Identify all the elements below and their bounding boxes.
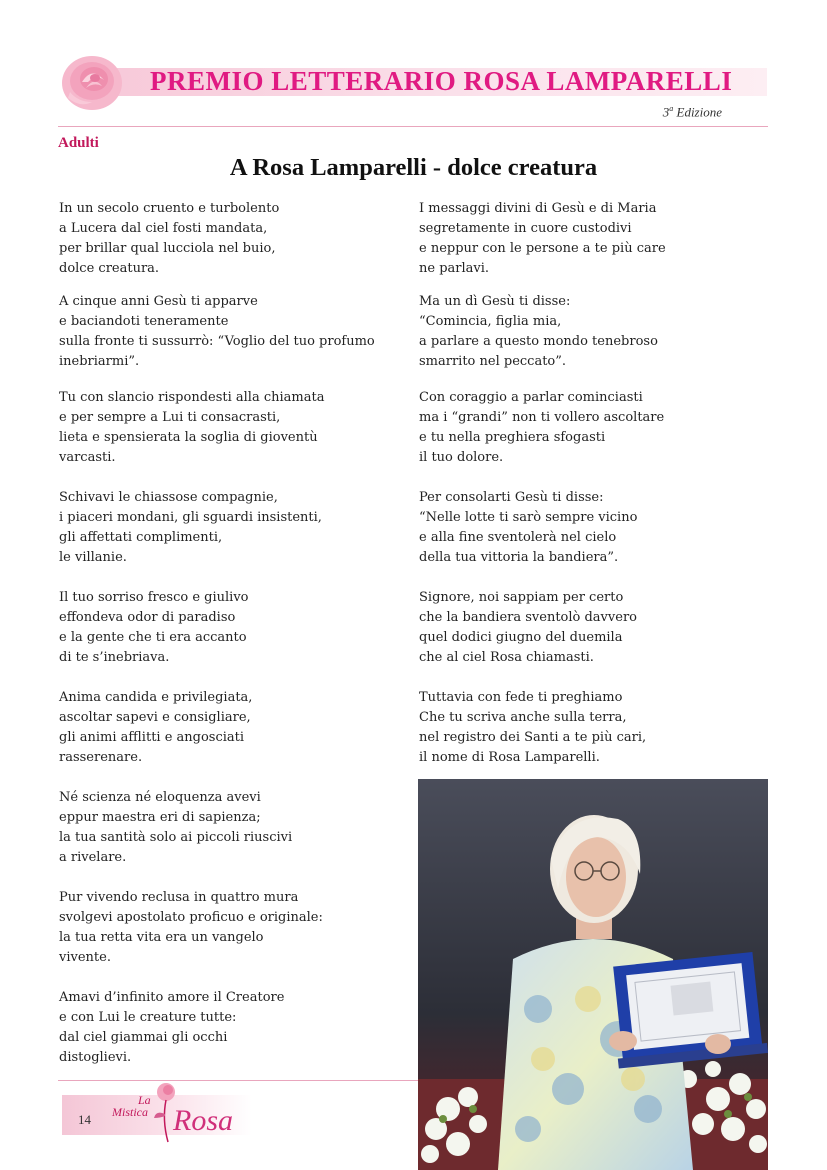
poem-line: a parlare a questo mondo tenebroso — [419, 334, 658, 349]
poem-line: effondeva odor di paradiso — [59, 610, 236, 625]
poem-line: “Nelle lotte ti sarò sempre vicino — [419, 510, 638, 525]
poem-line: a Lucera dal ciel fosti mandata, — [59, 221, 268, 236]
poem-line: ma i “grandi” non ti vollero ascoltare — [419, 410, 665, 425]
footer-logo-line1: La — [138, 1093, 151, 1107]
poem-line: e alla fine sventolerà nel cielo — [419, 530, 617, 545]
poem-line: vivente. — [59, 950, 111, 965]
poem-line: varcasti. — [59, 450, 116, 465]
poem-line: ascoltar sapevi e consigliare, — [59, 710, 251, 725]
footer-logo-line2: Mistica — [112, 1105, 148, 1119]
poem-line: Che tu scriva anche sulla terra, — [419, 710, 627, 725]
stanza — [59, 588, 249, 668]
poem-line: gli animi afflitti e angosciati — [59, 730, 245, 745]
poem-line: Signore, noi sappiam per certo — [419, 590, 624, 605]
poem-line: il nome di Rosa Lamparelli. — [419, 750, 600, 765]
poem-line: lieta e spensierata la soglia di gioventù — [59, 430, 318, 445]
poem-line: segretamente in cuore custodivi — [419, 221, 632, 236]
photo-illustration — [418, 779, 768, 1170]
poem-line: che al ciel Rosa chiamasti. — [419, 650, 594, 665]
stanza — [59, 788, 292, 868]
poem-line: inebriarmi”. — [59, 354, 140, 369]
poem-line: sulla fronte ti sussurrò: “Voglio del tuo profumo — [59, 334, 375, 349]
poem-line: Tuttavia con fede ti preghiamo — [419, 690, 623, 705]
poem-title: A Rosa Lamparelli - dolce creatura — [229, 154, 598, 181]
edition-suffix: a — [669, 104, 674, 113]
poem-line: Amavi d’infinito amore il Creatore — [59, 990, 285, 1005]
edition-text: Edizione — [676, 104, 722, 120]
poem-line: Per consolarti Gesù ti disse: — [419, 490, 604, 505]
stanza — [59, 888, 323, 968]
author-photo — [418, 779, 768, 1170]
section-label: Adulti — [58, 135, 99, 151]
header-divider — [58, 126, 768, 127]
poem-line: ne parlavi. — [419, 261, 490, 276]
poem-line: Anima candida e privilegiata, — [59, 690, 253, 705]
poem-line: le villanie. — [59, 550, 127, 565]
rose-logo-icon — [58, 52, 126, 114]
poem-line: smarrito nel peccato”. — [419, 354, 567, 369]
poem-line: Tu con slancio rispondesti alla chiamata — [59, 390, 325, 405]
poem-line: Il tuo sorriso fresco e giulivo — [59, 590, 249, 605]
poem-line: per brillar qual lucciola nel buio, — [59, 241, 276, 256]
stanza — [419, 199, 666, 279]
poem-line: “Comincia, figlia mia, — [419, 314, 562, 329]
stanza — [59, 988, 284, 1068]
poem-line: Ma un dì Gesù ti disse: — [419, 294, 571, 309]
poem-line: di te s’inebriava. — [59, 650, 170, 665]
poem-line: I messaggi divini di Gesù e di Maria — [419, 201, 657, 216]
poem-line: e tu nella preghiera sfogasti — [419, 430, 606, 445]
poem-line: che la bandiera sventolò davvero — [419, 610, 637, 625]
stanza — [59, 488, 322, 568]
poem-line: distoglievi. — [59, 1050, 132, 1065]
poem-line: quel dodici giugno del duemila — [419, 630, 623, 645]
poem-line: nel registro dei Santi a te più cari, — [419, 730, 647, 745]
poem-line: Con coraggio a parlar cominciasti — [419, 390, 643, 405]
edition-label — [663, 104, 722, 120]
poem-line: e per sempre a Lui ti consacrasti, — [59, 410, 281, 425]
stanza — [419, 688, 646, 768]
page-number: 14 — [78, 1112, 91, 1127]
poem-line: rasserenare. — [59, 750, 143, 765]
poem-line: e con Lui le creature tutte: — [59, 1010, 237, 1025]
footer-divider — [58, 1080, 418, 1081]
poem-line: dal ciel giammai gli occhi — [59, 1030, 228, 1045]
poem-line: eppur maestra eri di sapienza; — [59, 810, 261, 825]
poem-line: la tua santità solo ai piccoli riuscivi — [59, 830, 293, 845]
stanza — [59, 388, 324, 468]
poem-line: i piaceri mondani, gli sguardi insistenti, — [59, 510, 322, 525]
stanza — [419, 488, 637, 568]
stanza — [59, 199, 279, 279]
edition-number: 3 — [662, 104, 670, 120]
poem-line: Pur vivendo reclusa in quattro mura — [59, 890, 299, 905]
stanza — [419, 588, 637, 668]
stanza — [59, 688, 252, 768]
poem-line: gli affettati complimenti, — [59, 530, 223, 545]
poem-line: dolce creatura. — [59, 261, 160, 276]
poem-line: a rivelare. — [59, 850, 127, 865]
poem-line: e neppur con le persone a te più care — [419, 241, 666, 256]
poem-line: e baciandoti teneramente — [59, 314, 229, 329]
poem-line: svolgevi apostolato proficuo e originale: — [59, 910, 323, 925]
stanza — [419, 292, 658, 372]
poem-line: A cinque anni Gesù ti apparve — [59, 294, 258, 309]
footer-logo-rosa: Rosa — [173, 1104, 233, 1137]
footer-logo-text — [112, 1094, 151, 1118]
poem-line: Schivavi le chiassose compagnie, — [59, 490, 278, 505]
stanza — [419, 388, 664, 468]
poem-line: della tua vittoria la bandiera”. — [419, 550, 619, 565]
stanza — [59, 292, 375, 372]
poem-line: Né scienza né eloquenza avevi — [59, 790, 261, 805]
poem-line: In un secolo cruento e turbolento — [59, 201, 280, 216]
header-title: PREMIO LETTERARIO ROSA LAMPARELLI — [150, 66, 733, 96]
poem-line: e la gente che ti era accanto — [59, 630, 247, 645]
poem-line: la tua retta vita era un vangelo — [59, 930, 264, 945]
poem-line: il tuo dolore. — [419, 450, 504, 465]
